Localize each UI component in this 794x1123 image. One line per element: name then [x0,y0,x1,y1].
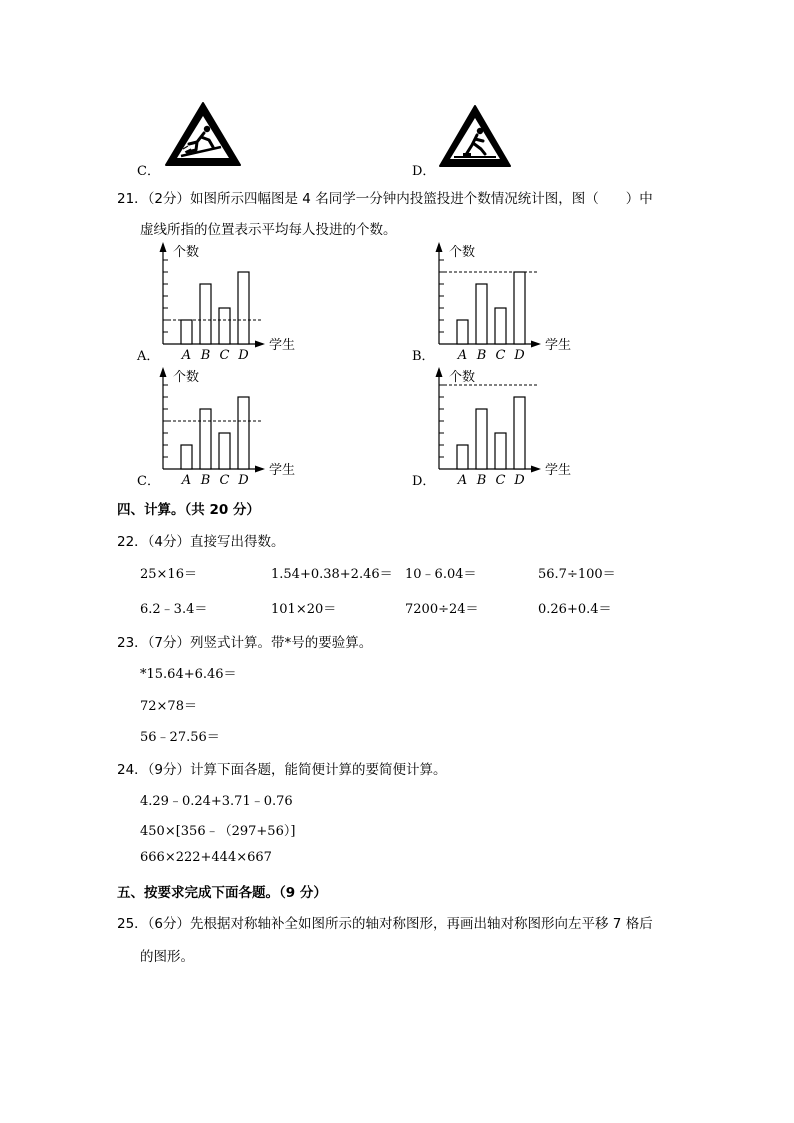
bar-D [514,397,525,469]
bar-B [200,284,211,344]
bar-D [514,272,525,344]
x-tick-label: D [238,348,249,363]
option-c-label: C． [137,164,160,179]
bar-A [457,445,468,469]
bar-A [181,445,192,469]
option-d-label: D． [412,164,436,179]
x-tick-label: A [181,473,192,488]
bar-D [238,272,249,344]
y-axis-arrow-icon [436,242,443,252]
x-tick-label: D [238,473,249,488]
bar-chart-option-a [155,240,315,363]
section-4-heading: 四、计算。（共 20 分） [117,502,260,518]
section-5-heading: 五、按要求完成下面各题。（9 分） [117,885,327,901]
bar-B [476,284,487,344]
x-tick-label: A [181,348,192,363]
bar-chart-option-b [431,240,591,363]
q22-item: 6.2﹣3.4＝ [140,602,208,617]
q21-line2: 虚线所指的位置表示平均每人投进的个数。 [140,222,397,238]
x-tick-label: D [514,473,525,488]
x-axis-arrow-icon [255,466,265,473]
x-axis-arrow-icon [531,341,541,348]
q22-item: 56.7÷100＝ [538,567,616,582]
q24-item: 450×[356﹣（297+56）] [140,824,296,839]
slippery-road-sign-icon [163,100,243,168]
y-axis-title: 个数 [449,245,476,260]
q22-item: 10﹣6.04＝ [405,567,477,582]
q23-item: 72×78＝ [140,699,197,714]
x-tick-label: D [514,348,525,363]
bar-C [219,433,230,469]
bar-chart-option-d [431,365,591,488]
bar-chart-option-c [155,365,315,488]
bar-B [200,409,211,469]
y-axis-arrow-icon [160,367,167,377]
x-tick-label: C [219,473,230,488]
bar-B [476,409,487,469]
q24-item: 666×222+444×667 [140,850,272,865]
q21-line1: 21．（2分）如图所示四幅图是 4 名同学一分钟内投篮投进个数情况统计图，图（ ）中 [117,191,653,207]
x-axis-title: 学生 [269,338,296,353]
y-axis-title: 个数 [173,245,200,260]
q23-title: 23．（7分）列竖式计算。带*号的要验算。 [117,635,373,651]
x-axis-title: 学生 [269,463,296,478]
y-axis-title: 个数 [449,370,476,385]
x-axis-title: 学生 [545,463,572,478]
q22-title: 22．（4分）直接写出得数。 [117,534,285,550]
q22-item: 1.54+0.38+2.46＝ [271,567,393,582]
y-axis-arrow-icon [436,367,443,377]
y-axis-title: 个数 [173,370,200,385]
x-tick-label: B [476,348,487,363]
y-axis-arrow-icon [160,242,167,252]
q21-option-c-label: C． [137,474,160,489]
x-tick-label: B [476,473,487,488]
q22-item: 25×16＝ [140,567,197,582]
x-axis-arrow-icon [531,466,541,473]
x-tick-label: B [200,473,211,488]
x-tick-label: A [457,473,468,488]
q21-option-d-label: D． [412,474,436,489]
q22-item: 101×20＝ [271,602,337,617]
q25-line2: 的图形。 [140,949,194,965]
x-axis-title: 学生 [545,338,572,353]
tripping-hazard-sign-icon [437,103,513,169]
q24-item: 4.29﹣0.24+3.71﹣0.76 [140,794,293,809]
x-tick-label: B [200,348,211,363]
x-tick-label: C [495,348,506,363]
bar-A [181,320,192,344]
bar-C [495,308,506,344]
q24-title: 24．（9分）计算下面各题，能简便计算的要简便计算。 [117,762,447,778]
q23-item: *15.64+6.46＝ [140,667,237,682]
q25-line1: 25．（6分）先根据对称轴补全如图所示的轴对称图形，再画出轴对称图形向左平移 7 格后 [117,916,653,932]
q21-option-b-label: B． [412,349,435,364]
q22-item: 0.26+0.4＝ [538,602,612,617]
bar-A [457,320,468,344]
q22-item: 7200÷24＝ [405,602,479,617]
bar-C [219,308,230,344]
x-tick-label: C [219,348,230,363]
x-tick-label: A [457,348,468,363]
q23-item: 56﹣27.56＝ [140,730,220,745]
bar-D [238,397,249,469]
bar-C [495,433,506,469]
x-axis-arrow-icon [255,341,265,348]
x-tick-label: C [495,473,506,488]
q21-option-a-label: A． [137,349,160,364]
